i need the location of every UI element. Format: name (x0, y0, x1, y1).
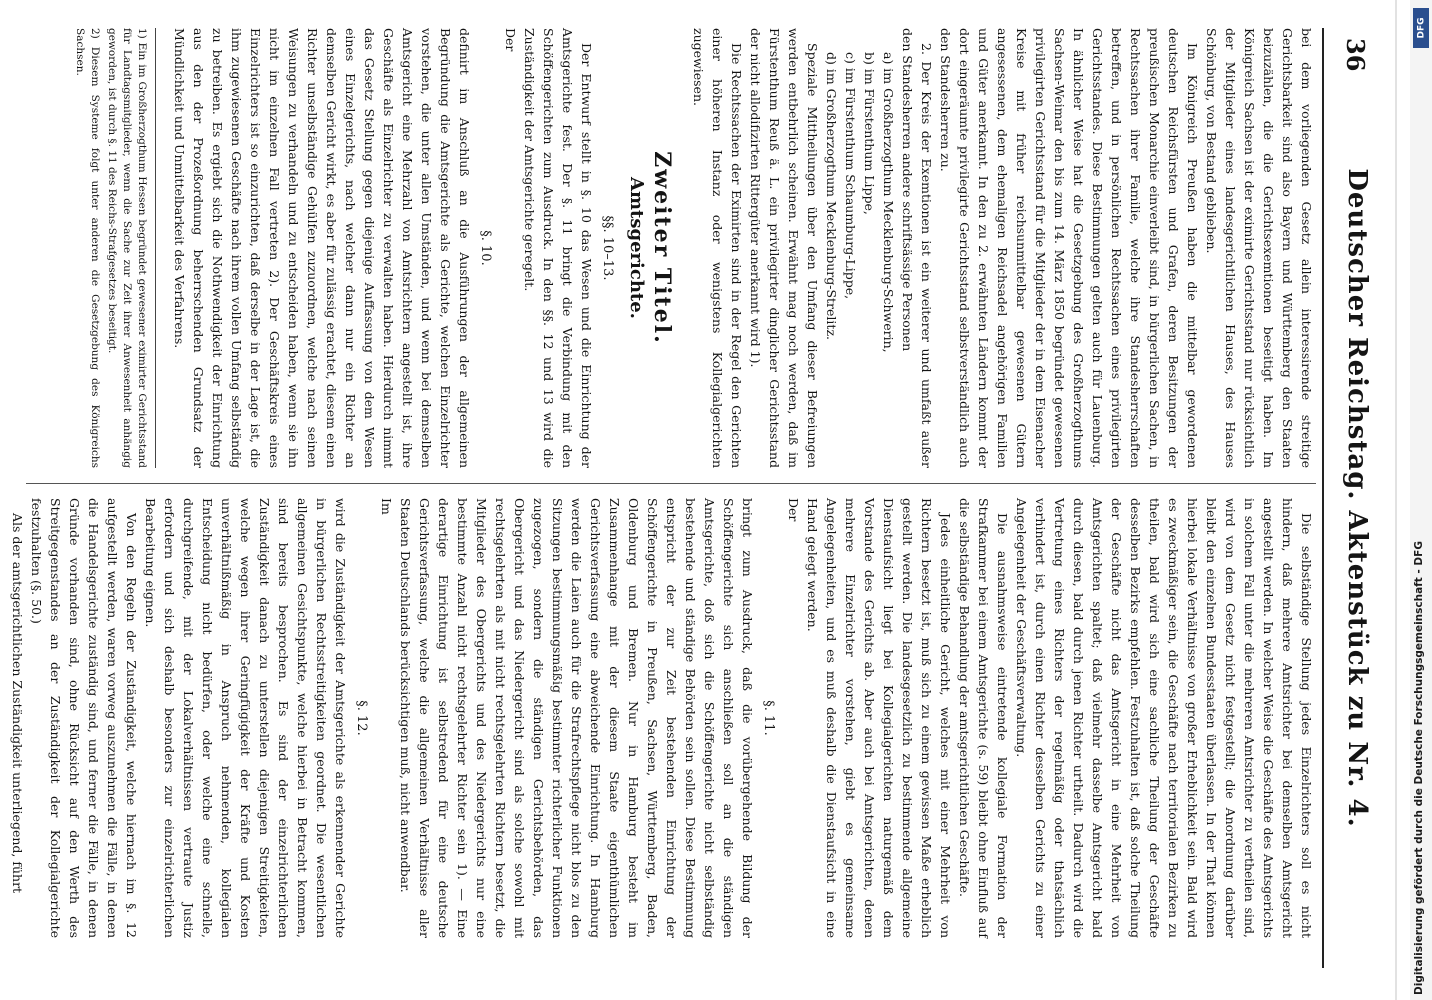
page-header-title: Deutscher Reichstag. Aktenstück zu Nr. 4. (1342, 168, 1372, 828)
paragraph: Der Entwurf stellt in §. 10 das Wesen und die Einrichtung der Amtsgerichte fest. Der §. 11 bringt die Verbindung mit den Schöffengerichten zum Ausdruck. In den §§. 12 und 13 wird die Zuständigkeit der Amtsgerichte geregelt. (522, 28, 594, 468)
footnotes (72, 28, 156, 468)
paragraph: bei dem vorliegenden Gesetz allein interessirende streitige Gerichtsbarkeit sind also Bayern und Württemberg den Staaten beizuzählen, die die Gerichtsexemtionen beseitigt haben. Im Königreich Sachsen ist der eximirte Gerichtsstand nur rücksichtlich der Mitglieder eines landesgerichtlichen Hauses, des Hauses Schönburg, von Bestand geblieben. (1204, 28, 1314, 468)
digitization-credit: Digitalisierung gefördert durch die Deutsche Forschungsgemeinschaft - DFG (1413, 541, 1425, 995)
footnote: 1) Ein im Großherzogthum Hessen begründet gewesener eximirter Gerichtsstand für Landtagsmitglieder, wenn die Sache zur Zeit ihrer Anwesenheit anhängig geworden, ist durch §. 11 des Reichs-Strafgesetzes beseitigt. (106, 28, 148, 468)
paragraph: Die ausnahmsweise eintretende kollegiale Formation der Strafkammer bei einem Amtsgerichte (s. 59) bleibt ohne Einfluß auf die selbständige Behandlung der amtsgerichtlichen Geschäfte. (957, 498, 1010, 938)
exemption-list (822, 28, 898, 468)
section-heading: §§. 10–13. (600, 215, 615, 281)
document-page (0, 28, 1380, 968)
paragraph: definirt im Anschluß an die Ausführungen der allgemeinen Begründung die Amtsgerichte als Gerichte, welchen Einzelrichter vorstehen, die unter allen Umständen, und wenn bei demselben Amtsgericht eine Mehrzahl von Amtsrichtern angestellt ist, ihre Geschäfte als Einzelrichter zu verwalten haben. Hierdurch nimmt das Gesetz Stellung gegen diejenige Auffassung von dem Wesen eines Einzelgerichts, nach welcher dann nur ein Richter an demselben Gericht wirkt, es aber für zulässig erachtet, diesem einen Richter unselbständige Gehülfen zuzuordnen, welche nach seinen Weisungen zu verhandeln und zu entscheiden haben, wenn sie ihn nicht im einzelnen Fall vertreten 2). Der Geschäftskreis eines Einzelrichters ist so einzurichten, daß derselbe in der Lage ist, die ihm zugewiesenen Geschäfte nach ihrem vollen Umfang selbständig zu betreiben. Es ergiebt sich die Nothwendigkeit der Einrichtung aus den der Prozeßordnung beherrschenden Grundsatz der Mündlichkeit und Unmittelbarkeit des Verfahrens. (172, 28, 472, 468)
paragraph-lead: Der (503, 28, 518, 52)
paragraph: Die Rechtssachen der Eximirten sind in der Regel den Gerichten einer höheren Instanz oder wenigstens Kollegialgerichten zugewiesen. (691, 28, 744, 468)
section-heading: §. 11. (761, 700, 776, 736)
list-item: b) im Fürstenthum Lippe, (862, 52, 877, 215)
section-heading: §. 12. (354, 700, 369, 736)
paragraph: bringt zum Ausdruck, daß die vorübergehende Bildung der Schöffengerichte sich anschließen soll an die ständigen Amtsgerichte, doß sich die Schöffengerichte nicht selbständig bestehende und ständige Behörden sein sollen. Diese Bestimmung entspricht der zur Zeit bestehenden Einrichtung der Schöffengerichte in Preußen, Sachsen, Württemberg, Baden, Oldenburg und Bremen. Nur in Hamburg besteht im Zusammenhange mit der diesem Staate eigenthümlichen Gerichtsverfassung eine abweichende Einrichtung. In Hamburg werden die Laien auch für die Strafrechtspflege nicht blos zu den Sitzungen bestimmungsmäßig bestimmter richterlicher Funktionen zugezogen, sondern die ständigen Gerichtsbehörden, das Obergericht und das Niedergericht sind als solche sowohl mit rechtsgelehrten als mit nicht rechtsgelehrten Richtern besetzt, die Mitglieder des Obergerichts und des Niedergerichts nur eine bestimmte Anzahl nicht rechtsgelehrter Richter sein 1). — Eine derartige Einrichtung ist selbstredend für eine deutsche Gerichtsverfassung, welche die allgemeinen Verhältnisse aller Staaten Deutschlands berücksichtigen muß, nicht anwendbar. (398, 498, 755, 938)
page-number: 36 (1341, 38, 1370, 72)
paragraph-lead: Der (786, 498, 801, 522)
list-item: c) im Fürstenthum Schaumburg-Lippe, (843, 52, 858, 300)
left-column (16, 28, 1316, 468)
footnote: 2) Diesem Systeme folgt unter anderen die Gesetzgebung des Königreichs Sachsen. (74, 28, 101, 468)
list-item: d) im Großherzogthum Mecklenburg-Strelitz. (824, 52, 839, 341)
paragraph-lead: Im (379, 498, 394, 515)
paragraph: wird die Zuständigkeit der Amtsgerichte als erkennender Gerichte in bürgerlichen Rechtsstreitigkeiten geordnet. Die wesentlichen allgemeinen Gesichtspunkte, welche hierbei in Betracht kommen, sind bereits besprochen. Es sind der einzelrichterlichen Zuständigkeit danach zu unterstellen diejenigen Streitigkeiten, welche wegen ihrer Geringfügigkeit der Kräfte und Kosten unverhältnißmäßig in Anspruch nehmenden, kollegialen Entscheidung nicht bedürfen, oder welche eine schnelle, durchgreifende, mit der Lokalverhältnissen vertraute Justiz erfordern und sich deshalb besonders zur einzelrichterlichen Bearbeitung eignen. (143, 498, 348, 938)
section-heading: §. 10. (478, 230, 493, 266)
paragraph: Jedes einheitliche Gericht, welches mit einer Mehrheit von Richtern besetzt ist, muß sich zu einem gewissen Maße erheblich gestellt werden. Die landesgesetzlich zu bestimmende allgemeine Dienstaufsicht liegt bei Kollegialgerichten naturgemäß dem Vorstande des Gerichts ab. Aber auch bei Amtsgerichten, denen mehrere Einzelrichter vorstehen, giebt es gemeinsame Angelegenheiten, und es muß deshalb die Dienstaufsicht in eine Hand gelegt werden. (805, 498, 953, 938)
chapter-title: Zweiter Titel. (649, 151, 675, 345)
paragraph: Von den Regeln der Zuständigkeit, welche hiernach im §. 12 aufgestellt werden, waren vorweg auszunehmen die Fälle, in denen die Handelsgerichte zuständig sind, und ferner die Fälle, in denen Gründe vorhanden sind, ohne Rücksicht auf den Werth des Streitgegenstandes an der Zuständigkeit der Kollegialgerichte festzuhalten (§. 50.) (29, 498, 139, 938)
paragraph: Im Königreich Preußen haben die mittelbar gewordenen deutschen Reichsfürsten und Grafen, deren Besitzungen der preußischen Monarchie einverleibt sind, in bürgerlichen Sachen, in Rechtssachen ihrer Familie, welche ihre Standesherrschaften betreffen, und in persönlichen Rechtssachen eines privilegirten Gerichtsstandes. Diese Bestimmungen gelten auch für Lauenburg. In ähnlicher Weise hat die Gesetzgebung des Großherzogthums Sachsen-Weimar den bis zum 14. März 1850 begründet gewesenen privilegirten Gerichtsstand für die Mitglieder der in dem Eisenacher Kreise mit früher reichsunmittelbar gewesenen Gütern angesessenen, dem ehemaligen Reichsadel angehörigen Familien und Güter anerkannt. In den zu 2. erwähnten Ländern kommt der dort eingeräumte privilegirte Gerichtsstand selbstverständlich auch den Standesherren zu. (938, 28, 1200, 468)
paragraph: Speziale Mittheilungen über den Umfang dieser Befreiungen werden entbehrlich scheinen. Erwähnt mag noch werden, daß im Fürstenthum Reuß ä. L. ein privilegirter dinglicher Gerichtsstand der nicht allodifizirten Rittergüter anerkannt wird 1). (748, 28, 820, 468)
scan-edge (1395, 0, 1397, 1000)
chapter-subtitle: Amtsgerichte. (626, 177, 647, 319)
column-divider (26, 483, 1316, 484)
paragraph: Als der amtsgerichtlichen Zuständigkeit unterliegend, führt (10, 513, 25, 894)
paragraph: 2. Der Kreis der Exemtionen ist ein weiterer und umfaßt außer den Standesherren andere schriftsässige Personen (900, 28, 934, 468)
paragraph: Die selbständige Stellung jedes Einzelrichters soll es nicht hindern, daß mehrere Amtsrichter bei demselben Amtsgericht angestellt werden. In welcher Weise die Geschäfte des Amtsgerichts in solchem Fall unter die mehreren Amtsrichter zu vertheilen sind, wird von dem Gesetz nicht festgestellt; die Anordnung darüber bleibt den einzelnen Bundesstaaten überlassen. In der That können hierbei lokale Verhältnisse von großer Erheblichkeit sein. Bald wird es zweckmäßiger sein, die Geschäfte nach territorialen Bezirken zu theilen, bald wird sich eine sachliche Theilung der Geschäfte desselben Bezirks empfehlen. Festzuhalten ist, daß solche Theilung der Geschäfte nicht das Amtsgericht in eine Mehrheit von Amtsgerichten spaltet; daß vielmehr dasselbe Amtsgericht bald durch diesen, bald durch jenen Richter urtheilt. Dadurch wird die Vertretung eines Richters der regelmäßig oder thatsächlich verhindert ist, durch einen Richter desselben Gerichts zu einer Angelegenheit der Geschäftsverwaltung. (1014, 498, 1314, 938)
right-column (10, 498, 1316, 938)
dfg-logo-text: DFG (1416, 17, 1427, 39)
page-header (1322, 28, 1380, 968)
list-item: a) im Großherzogthum Mecklenburg-Schwerin, (881, 52, 896, 353)
